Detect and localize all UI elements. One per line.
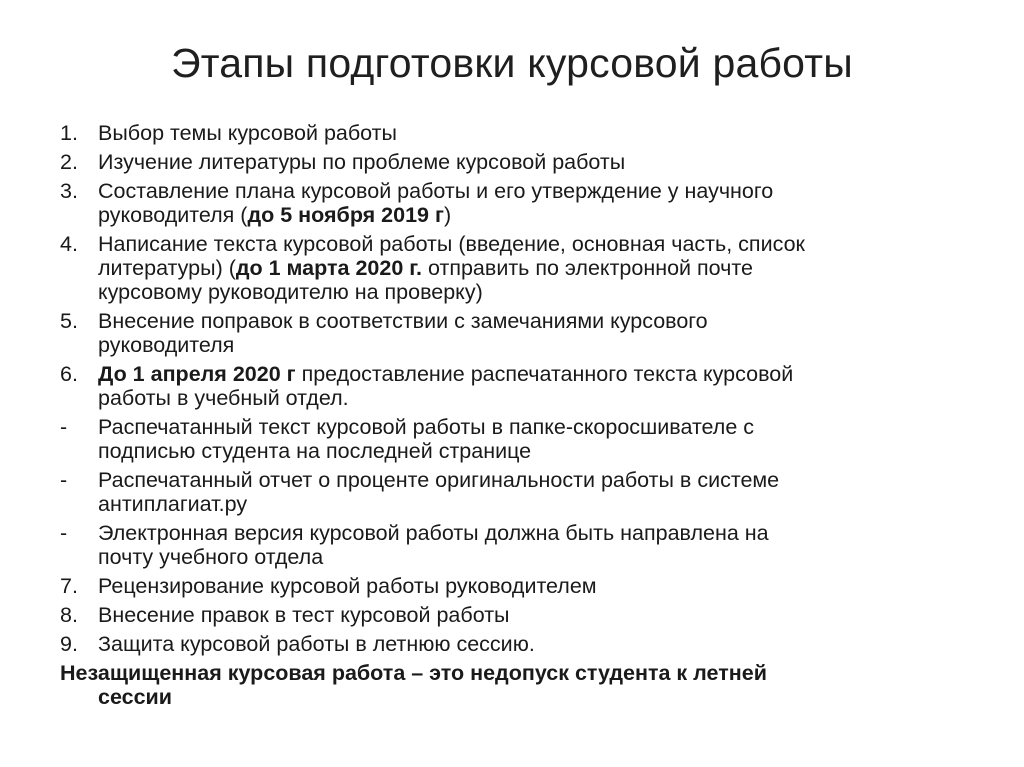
item-text-line1: Внесение поправок в соответствии с замечаниями курсового <box>98 309 708 333</box>
item-text-line2: работы в учебный отдел. <box>98 386 349 410</box>
item-text: Выбор темы курсовой работы <box>98 121 397 145</box>
item-text-line2-end: ) <box>443 203 452 227</box>
deadline-text: До 1 апреля 2020 г <box>98 362 296 386</box>
item-marker: 9. <box>60 632 78 656</box>
dash-marker: - <box>60 521 68 545</box>
item-text-line1: Электронная версия курсовой работы должна быть направлена на <box>98 521 769 545</box>
item-text-line2: антиплагиат.ру <box>98 492 248 516</box>
item-text-line2: литературы) ( <box>98 256 236 280</box>
item-text-line1: предоставление распечатанного текста курсовой <box>295 362 794 386</box>
item-marker: 3. <box>60 179 78 203</box>
list-item-dash-1 <box>60 415 960 463</box>
item-text-line2: подписью студента на последней странице <box>98 439 532 463</box>
list-item-5 <box>60 309 960 357</box>
item-marker: 6. <box>60 362 78 386</box>
item-marker: 5. <box>60 309 78 333</box>
list-item-7 <box>60 574 960 598</box>
item-text-line1: Распечатанный отчет о проценте оригинальности работы в системе <box>98 468 780 492</box>
item-text: Защита курсовой работы в летнюю сессию. <box>98 632 535 656</box>
item-marker: 2. <box>60 150 78 174</box>
item-text-line2: руководителя ( <box>98 203 248 227</box>
item-text: Внесение правок в тест курсовой работы <box>98 603 510 627</box>
item-text: Рецензирование курсовой работы руководителем <box>98 574 597 598</box>
list-item-3 <box>60 179 960 227</box>
item-text-line2-end: отправить по электронной почте <box>422 256 753 280</box>
item-text-line1: Составление плана курсовой работы и его утверждение у научного <box>98 179 774 203</box>
deadline-text: до 1 марта 2020 г. <box>235 256 423 280</box>
final-warning-line1: Незащищенная курсовая работа – это недопуск студента к летней <box>60 661 767 685</box>
final-warning-line2: сессии <box>98 685 172 709</box>
item-text-line2: почту учебного отдела <box>98 545 324 569</box>
final-warning <box>60 661 960 709</box>
slide-title: Этапы подготовки курсовой работы <box>171 40 853 86</box>
list-item-9 <box>60 632 960 656</box>
item-marker: 1. <box>60 121 78 145</box>
list-item-2 <box>60 150 960 174</box>
item-marker: 4. <box>60 232 78 256</box>
item-text-line1: Распечатанный текст курсовой работы в папке-скоросшивателе с <box>98 415 755 439</box>
list-item-4 <box>60 232 960 304</box>
list-item-dash-3 <box>60 521 960 569</box>
deadline-text: до 5 ноября 2019 г <box>247 203 444 227</box>
list-item-8 <box>60 603 960 627</box>
item-text: Изучение литературы по проблеме курсовой работы <box>98 150 626 174</box>
item-marker: 8. <box>60 603 78 627</box>
list-item-dash-2 <box>60 468 960 516</box>
item-text-line3: курсовому руководителю на проверку) <box>98 280 483 304</box>
item-text-line2: руководителя <box>98 333 235 357</box>
list-item-1 <box>60 121 960 145</box>
dash-marker: - <box>60 415 68 439</box>
item-text-line1: Написание текста курсовой работы (введение, основная часть, список <box>98 232 805 256</box>
dash-marker: - <box>60 468 68 492</box>
stages-list <box>60 121 960 714</box>
list-item-6 <box>60 362 960 410</box>
item-marker: 7. <box>60 574 78 598</box>
